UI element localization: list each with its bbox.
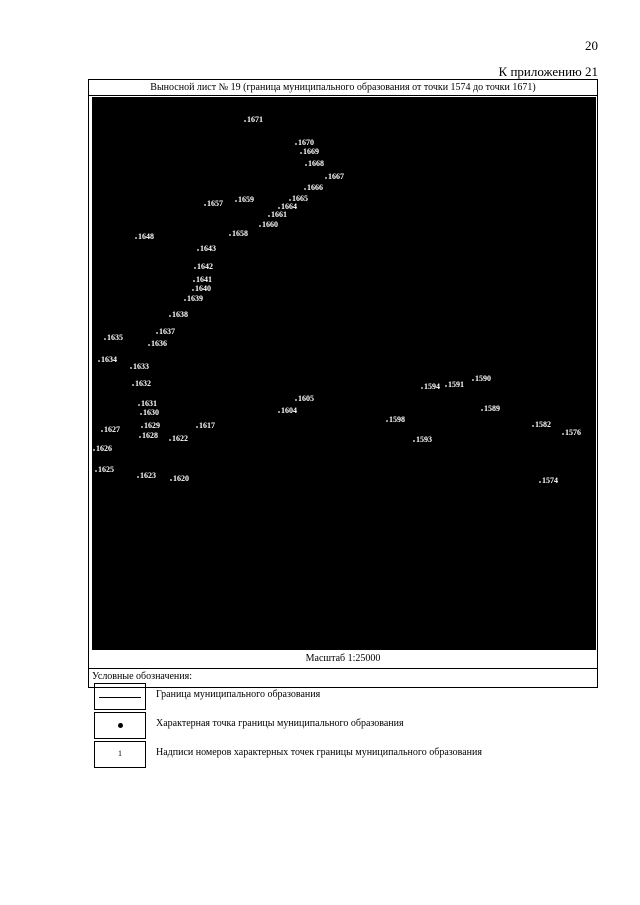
boundary-point-marker bbox=[235, 200, 237, 202]
boundary-point-marker bbox=[135, 237, 137, 239]
page-number: 20 bbox=[585, 38, 598, 53]
boundary-point-marker bbox=[169, 315, 171, 317]
boundary-point-label: 1640 bbox=[195, 284, 211, 293]
boundary-point-label: 1642 bbox=[197, 262, 213, 271]
boundary-point-1589 bbox=[481, 404, 500, 413]
label-text-symbol: 1 bbox=[118, 749, 122, 758]
boundary-point-marker bbox=[244, 120, 246, 122]
point-dot-symbol bbox=[118, 723, 123, 728]
boundary-point-label: 1593 bbox=[416, 435, 432, 444]
boundary-point-label: 1643 bbox=[200, 244, 216, 253]
map-title: Выносной лист № 19 (граница муниципального образования от точки 1574 до точки 1671) bbox=[89, 80, 597, 96]
boundary-point-marker bbox=[140, 413, 142, 415]
boundary-point-label: 1661 bbox=[271, 210, 287, 219]
boundary-point-marker bbox=[289, 199, 291, 201]
boundary-point-1623 bbox=[137, 471, 156, 480]
boundary-point-1593 bbox=[413, 435, 432, 444]
boundary-point-label: 1668 bbox=[308, 159, 324, 168]
boundary-point-label: 1632 bbox=[135, 379, 151, 388]
boundary-point-1627 bbox=[101, 425, 120, 434]
boundary-point-1657 bbox=[204, 199, 223, 208]
boundary-point-1590 bbox=[472, 374, 491, 383]
legend-title: Условные обозначения: bbox=[92, 671, 193, 682]
boundary-point-marker bbox=[98, 360, 100, 362]
boundary-point-1631 bbox=[138, 399, 157, 408]
boundary-point-1576 bbox=[562, 428, 581, 437]
boundary-point-marker bbox=[101, 430, 103, 432]
boundary-point-label: 1589 bbox=[484, 404, 500, 413]
boundary-point-marker bbox=[295, 399, 297, 401]
boundary-point-label: 1627 bbox=[104, 425, 120, 434]
boundary-point-1667 bbox=[325, 172, 344, 181]
boundary-point-1639 bbox=[184, 294, 203, 303]
boundary-point-label: 1620 bbox=[173, 474, 189, 483]
boundary-point-marker bbox=[193, 280, 195, 282]
boundary-point-label: 1669 bbox=[303, 147, 319, 156]
boundary-point-label: 1582 bbox=[535, 420, 551, 429]
boundary-point-1620 bbox=[170, 474, 189, 483]
boundary-point-marker bbox=[148, 344, 150, 346]
boundary-point-marker bbox=[562, 433, 564, 435]
boundary-point-marker bbox=[138, 404, 140, 406]
boundary-point-marker bbox=[472, 379, 474, 381]
boundary-point-1626 bbox=[93, 444, 112, 453]
boundary-point-1604 bbox=[278, 406, 297, 415]
boundary-point-label: 1659 bbox=[238, 195, 254, 204]
boundary-point-marker bbox=[192, 289, 194, 291]
boundary-point-label: 1634 bbox=[101, 355, 117, 364]
boundary-point-marker bbox=[445, 385, 447, 387]
boundary-point-1658 bbox=[229, 229, 248, 238]
boundary-point-1605 bbox=[295, 394, 314, 403]
boundary-point-1643 bbox=[197, 244, 216, 253]
legend-item-point bbox=[94, 712, 584, 739]
boundary-point-label: 1625 bbox=[98, 465, 114, 474]
boundary-point-marker bbox=[104, 338, 106, 340]
boundary-point-1637 bbox=[156, 327, 175, 336]
map-background bbox=[92, 97, 596, 650]
boundary-point-label: 1641 bbox=[196, 275, 212, 284]
boundary-point-marker bbox=[95, 470, 97, 472]
boundary-point-1594 bbox=[421, 382, 440, 391]
boundary-point-marker bbox=[304, 188, 306, 190]
legend-item-boundary bbox=[94, 683, 584, 710]
boundary-point-label: 1629 bbox=[144, 421, 160, 430]
boundary-point-marker bbox=[325, 177, 327, 179]
boundary-point-1633 bbox=[130, 362, 149, 371]
boundary-point-marker bbox=[532, 425, 534, 427]
boundary-point-marker bbox=[197, 249, 199, 251]
boundary-point-1629 bbox=[141, 421, 160, 430]
boundary-point-marker bbox=[132, 384, 134, 386]
boundary-point-label: 1665 bbox=[292, 194, 308, 203]
boundary-point-label: 1660 bbox=[262, 220, 278, 229]
boundary-line-symbol bbox=[99, 697, 141, 698]
boundary-point-marker bbox=[305, 164, 307, 166]
boundary-point-1659 bbox=[235, 195, 254, 204]
boundary-point-marker bbox=[204, 204, 206, 206]
boundary-point-label: 1664 bbox=[281, 202, 297, 211]
boundary-point-label: 1591 bbox=[448, 380, 464, 389]
boundary-point-label: 1635 bbox=[107, 333, 123, 342]
map-scale: Масштаб 1:25000 bbox=[305, 653, 381, 664]
boundary-point-marker bbox=[184, 299, 186, 301]
boundary-point-1660 bbox=[259, 220, 278, 229]
boundary-point-marker bbox=[141, 426, 143, 428]
boundary-point-1641 bbox=[193, 275, 212, 284]
legend bbox=[89, 668, 597, 769]
boundary-point-marker bbox=[421, 387, 423, 389]
boundary-point-marker bbox=[300, 152, 302, 154]
boundary-point-label: 1576 bbox=[565, 428, 581, 437]
map-area[interactable] bbox=[92, 97, 596, 650]
boundary-point-marker bbox=[194, 267, 196, 269]
legend-label-point: Характерная точка границы муниципального образования bbox=[156, 718, 404, 729]
boundary-point-marker bbox=[278, 207, 280, 209]
boundary-point-1668 bbox=[305, 159, 324, 168]
boundary-point-marker bbox=[386, 420, 388, 422]
legend-swatch-dot bbox=[94, 712, 146, 739]
boundary-point-1671 bbox=[244, 115, 263, 124]
boundary-point-label: 1633 bbox=[133, 362, 149, 371]
boundary-point-label: 1617 bbox=[199, 421, 215, 430]
boundary-point-label: 1623 bbox=[140, 471, 156, 480]
boundary-point-1661 bbox=[268, 210, 287, 219]
boundary-point-marker bbox=[139, 436, 141, 438]
boundary-point-1630 bbox=[140, 408, 159, 417]
boundary-point-label: 1671 bbox=[247, 115, 263, 124]
boundary-point-label: 1670 bbox=[298, 138, 314, 147]
boundary-point-label: 1657 bbox=[207, 199, 223, 208]
boundary-point-marker bbox=[259, 225, 261, 227]
boundary-point-marker bbox=[481, 409, 483, 411]
boundary-point-label: 1622 bbox=[172, 434, 188, 443]
boundary-point-1635 bbox=[104, 333, 123, 342]
boundary-point-label: 1605 bbox=[298, 394, 314, 403]
boundary-point-1591 bbox=[445, 380, 464, 389]
boundary-point-label: 1628 bbox=[142, 431, 158, 440]
boundary-point-1574 bbox=[539, 476, 558, 485]
boundary-point-label: 1598 bbox=[389, 415, 405, 424]
boundary-point-1638 bbox=[169, 310, 188, 319]
boundary-point-marker bbox=[170, 479, 172, 481]
boundary-point-label: 1648 bbox=[138, 232, 154, 241]
legend-label-labels: Надписи номеров характерных точек границы муниципального образования bbox=[156, 747, 482, 758]
appendix-note: К приложению 21 bbox=[498, 64, 598, 79]
boundary-point-1625 bbox=[95, 465, 114, 474]
boundary-point-1636 bbox=[148, 339, 167, 348]
boundary-point-marker bbox=[229, 234, 231, 236]
boundary-point-marker bbox=[196, 426, 198, 428]
boundary-point-label: 1639 bbox=[187, 294, 203, 303]
boundary-point-marker bbox=[137, 476, 139, 478]
boundary-point-1617 bbox=[196, 421, 215, 430]
map-sheet-frame bbox=[88, 79, 598, 758]
boundary-point-1582 bbox=[532, 420, 551, 429]
boundary-point-marker bbox=[130, 367, 132, 369]
boundary-point-label: 1594 bbox=[424, 382, 440, 391]
boundary-point-label: 1590 bbox=[475, 374, 491, 383]
boundary-point-label: 1631 bbox=[141, 399, 157, 408]
boundary-point-label: 1637 bbox=[159, 327, 175, 336]
boundary-point-1640 bbox=[192, 284, 211, 293]
map-canvas bbox=[92, 97, 596, 650]
boundary-point-label: 1636 bbox=[151, 339, 167, 348]
boundary-point-1598 bbox=[386, 415, 405, 424]
boundary-point-1632 bbox=[132, 379, 151, 388]
legend-item-labels bbox=[94, 741, 584, 768]
boundary-point-marker bbox=[539, 481, 541, 483]
boundary-point-1669 bbox=[300, 147, 319, 156]
boundary-point-label: 1604 bbox=[281, 406, 297, 415]
boundary-point-marker bbox=[169, 439, 171, 441]
boundary-point-marker bbox=[413, 440, 415, 442]
legend-label-boundary: Граница муниципального образования bbox=[156, 689, 321, 700]
boundary-point-label: 1666 bbox=[307, 183, 323, 192]
boundary-point-marker bbox=[295, 143, 297, 145]
legend-swatch-text bbox=[94, 741, 146, 768]
boundary-point-label: 1667 bbox=[328, 172, 344, 181]
boundary-point-label: 1630 bbox=[143, 408, 159, 417]
boundary-point-label: 1638 bbox=[172, 310, 188, 319]
boundary-point-1634 bbox=[98, 355, 117, 364]
boundary-point-marker bbox=[156, 332, 158, 334]
boundary-point-marker bbox=[93, 449, 95, 451]
boundary-point-1670 bbox=[295, 138, 314, 147]
boundary-point-marker bbox=[278, 411, 280, 413]
boundary-point-marker bbox=[268, 215, 270, 217]
boundary-point-label: 1574 bbox=[542, 476, 558, 485]
boundary-point-1648 bbox=[135, 232, 154, 241]
boundary-point-label: 1626 bbox=[96, 444, 112, 453]
legend-swatch-line bbox=[94, 683, 146, 710]
boundary-point-1666 bbox=[304, 183, 323, 192]
boundary-point-1622 bbox=[169, 434, 188, 443]
boundary-point-1628 bbox=[139, 431, 158, 440]
boundary-point-label: 1658 bbox=[232, 229, 248, 238]
boundary-point-1642 bbox=[194, 262, 213, 271]
